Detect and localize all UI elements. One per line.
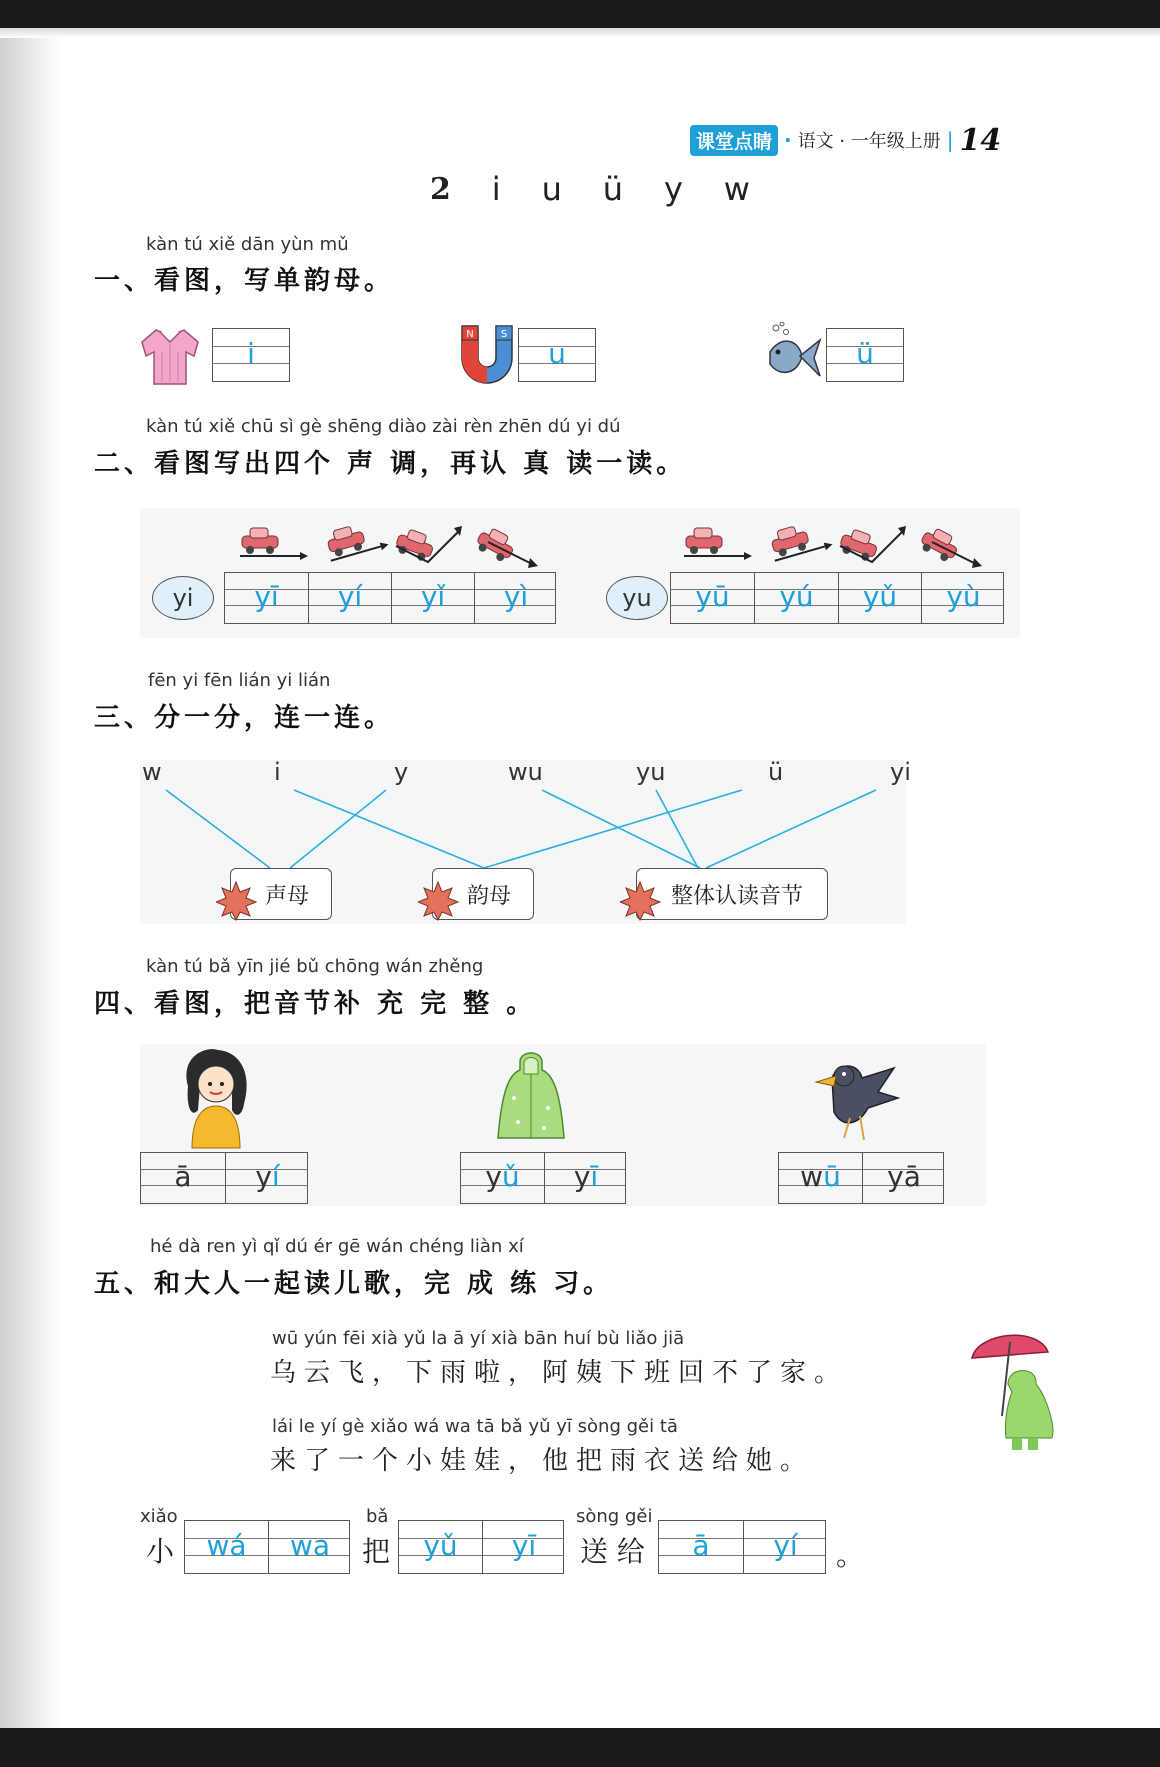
fill-answer: yǔ [423,1528,458,1562]
lesson-letter: ü [602,170,624,208]
maple-leaf-icon [216,880,258,922]
category-label: 韵母 [467,883,512,909]
syllable-given: y [573,1159,591,1193]
match-letter: yi [890,758,911,786]
tone-answer: yǐ [391,573,474,623]
answer-text: u [548,336,566,370]
syllable-answer: ī [590,1159,599,1193]
syllable-cell [225,1153,309,1203]
crow-icon [808,1048,902,1146]
tone-answer: yù [921,573,1005,623]
poem-line: 乌云飞，下雨啦，阿姨下班回不了家。 [270,1358,849,1388]
tone-answer: yì [474,573,557,623]
magnet-south-label: S [500,329,508,340]
girl-umbrella-icon [968,1326,1064,1456]
syllable-grid [460,1152,626,1204]
syllable-given: y [255,1159,272,1193]
fill-grid [398,1520,564,1574]
syllable-cell [141,1153,225,1203]
lesson-letter: y [663,170,683,208]
section4-title: 四、看图，把音节补 充 完 整 。 [94,989,537,1019]
tone-answer: yǔ [838,573,921,623]
magnet-north-label: N [466,329,474,340]
section5-pinyin: hé dà ren yì qǐ dú ér gē wán chéng liàn xí [150,1236,524,1257]
answer-grid [826,328,904,382]
syllable-given: w [800,1159,824,1193]
answer-text: i [247,336,255,370]
section1-title: 一、看图，写单韵母。 [94,266,395,296]
page-edge-shadow [0,28,60,1728]
syllable-answer: ū [823,1159,841,1193]
maple-leaf-icon [620,880,662,922]
car-tone-icons [236,516,566,568]
fill-word-pinyin: sòng gěi [576,1506,653,1527]
answer-grid [212,328,290,382]
syllable-given: yā [887,1159,921,1193]
fill-answer: ā [692,1528,710,1562]
lesson-letter: i [491,170,501,208]
fill-answer: wá [206,1528,247,1562]
page-number: 14 [959,122,1002,158]
syllable-cell [461,1153,544,1203]
syllable-label-yu: yu [606,576,668,620]
poem-line-pinyin: wū yún fēi xià yǔ la ā yí xià bān huí bù liǎo jiā [272,1328,685,1349]
tone-grid-yu [670,572,1004,624]
section1-pinyin: kàn tú xiě dān yùn mǔ [146,234,349,255]
lesson-letter: u [541,170,562,208]
syllable-answer: í [271,1159,280,1193]
match-letter: yu [636,758,666,786]
magnet-icon [458,322,516,386]
section2-title: 二、看图写出四个 声 调，再认 真 读一读。 [94,449,687,479]
auntie-icon [176,1046,256,1150]
fill-word: 送 给 [580,1535,645,1568]
raincoat-icon [494,1048,568,1148]
match-letter: wu [508,758,543,786]
section2-pinyin: kàn tú xiě chū sì gè shēng diào zài rèn zhēn dú yi dú [146,416,621,437]
fill-word-pinyin: xiǎo [140,1506,178,1527]
tone-answer: yī [254,579,279,613]
match-letter: ü [768,758,784,786]
header-dot: · [784,128,792,152]
answer-text: ü [856,336,874,370]
syllable-cell [779,1153,862,1203]
page-header [690,124,1001,156]
category-box-whole-syllables [636,868,828,920]
lesson-letter: w [723,170,750,208]
syllable-cell [544,1153,627,1203]
lesson-title [430,170,750,208]
fill-word: 把 [362,1535,391,1568]
syllable-given: y [485,1159,502,1193]
car-tone-icons [680,516,1010,568]
tone-answer: yí [308,573,391,623]
syllable-answer: ǔ [501,1159,520,1193]
fill-answer: yī [482,1521,565,1573]
fill-word: 小 [146,1535,175,1568]
page-top-shadow [0,28,1160,38]
matching-lines [140,780,920,870]
fill-word-pinyin: bǎ [366,1506,389,1527]
section3-title: 三、分一分，连一连。 [94,703,395,733]
tone-answer: yū [695,579,730,613]
fill-answer: yí [743,1521,827,1573]
syllable-grid [140,1152,308,1204]
tone-grid-yi [224,572,556,624]
section4-pinyin: kàn tú bǎ yīn jié bǔ chōng wán zhěng [146,956,484,977]
match-letter: y [394,758,409,786]
fill-grid [184,1520,350,1574]
subject-label: 语文 · 一年级上册 [797,131,941,152]
fish-icon [762,322,824,388]
syllable-grid [778,1152,944,1204]
tone-answer: yú [754,573,838,623]
header-separator: | [946,128,954,152]
series-badge: 课堂点睛 [690,125,778,156]
category-label: 整体认读音节 [671,883,804,909]
syllable-cell [862,1153,945,1203]
category-label: 声母 [265,883,310,909]
fill-answer: wa [268,1521,351,1573]
answer-grid [518,328,596,382]
match-letter: i [274,758,281,786]
syllable-given: ā [174,1159,192,1193]
blouse-icon [138,322,202,388]
section3-pinyin: fēn yi fēn lián yi lián [148,670,331,691]
poem-line-pinyin: lái le yí gè xiǎo wá wa tā bǎ yǔ yī sòng gěi tā [272,1416,678,1437]
fill-grid [658,1520,826,1574]
maple-leaf-icon [418,880,460,922]
match-letter: w [142,758,162,786]
fill-end-punctuation: 。 [836,1539,865,1572]
poem-line: 来了一个小娃娃，他把雨衣送给她。 [270,1446,815,1476]
lesson-number: 2 [430,171,451,207]
section5-title: 五、和大人一起读儿歌，完 成 练 习。 [94,1269,614,1299]
syllable-label-yi: yi [152,576,214,620]
